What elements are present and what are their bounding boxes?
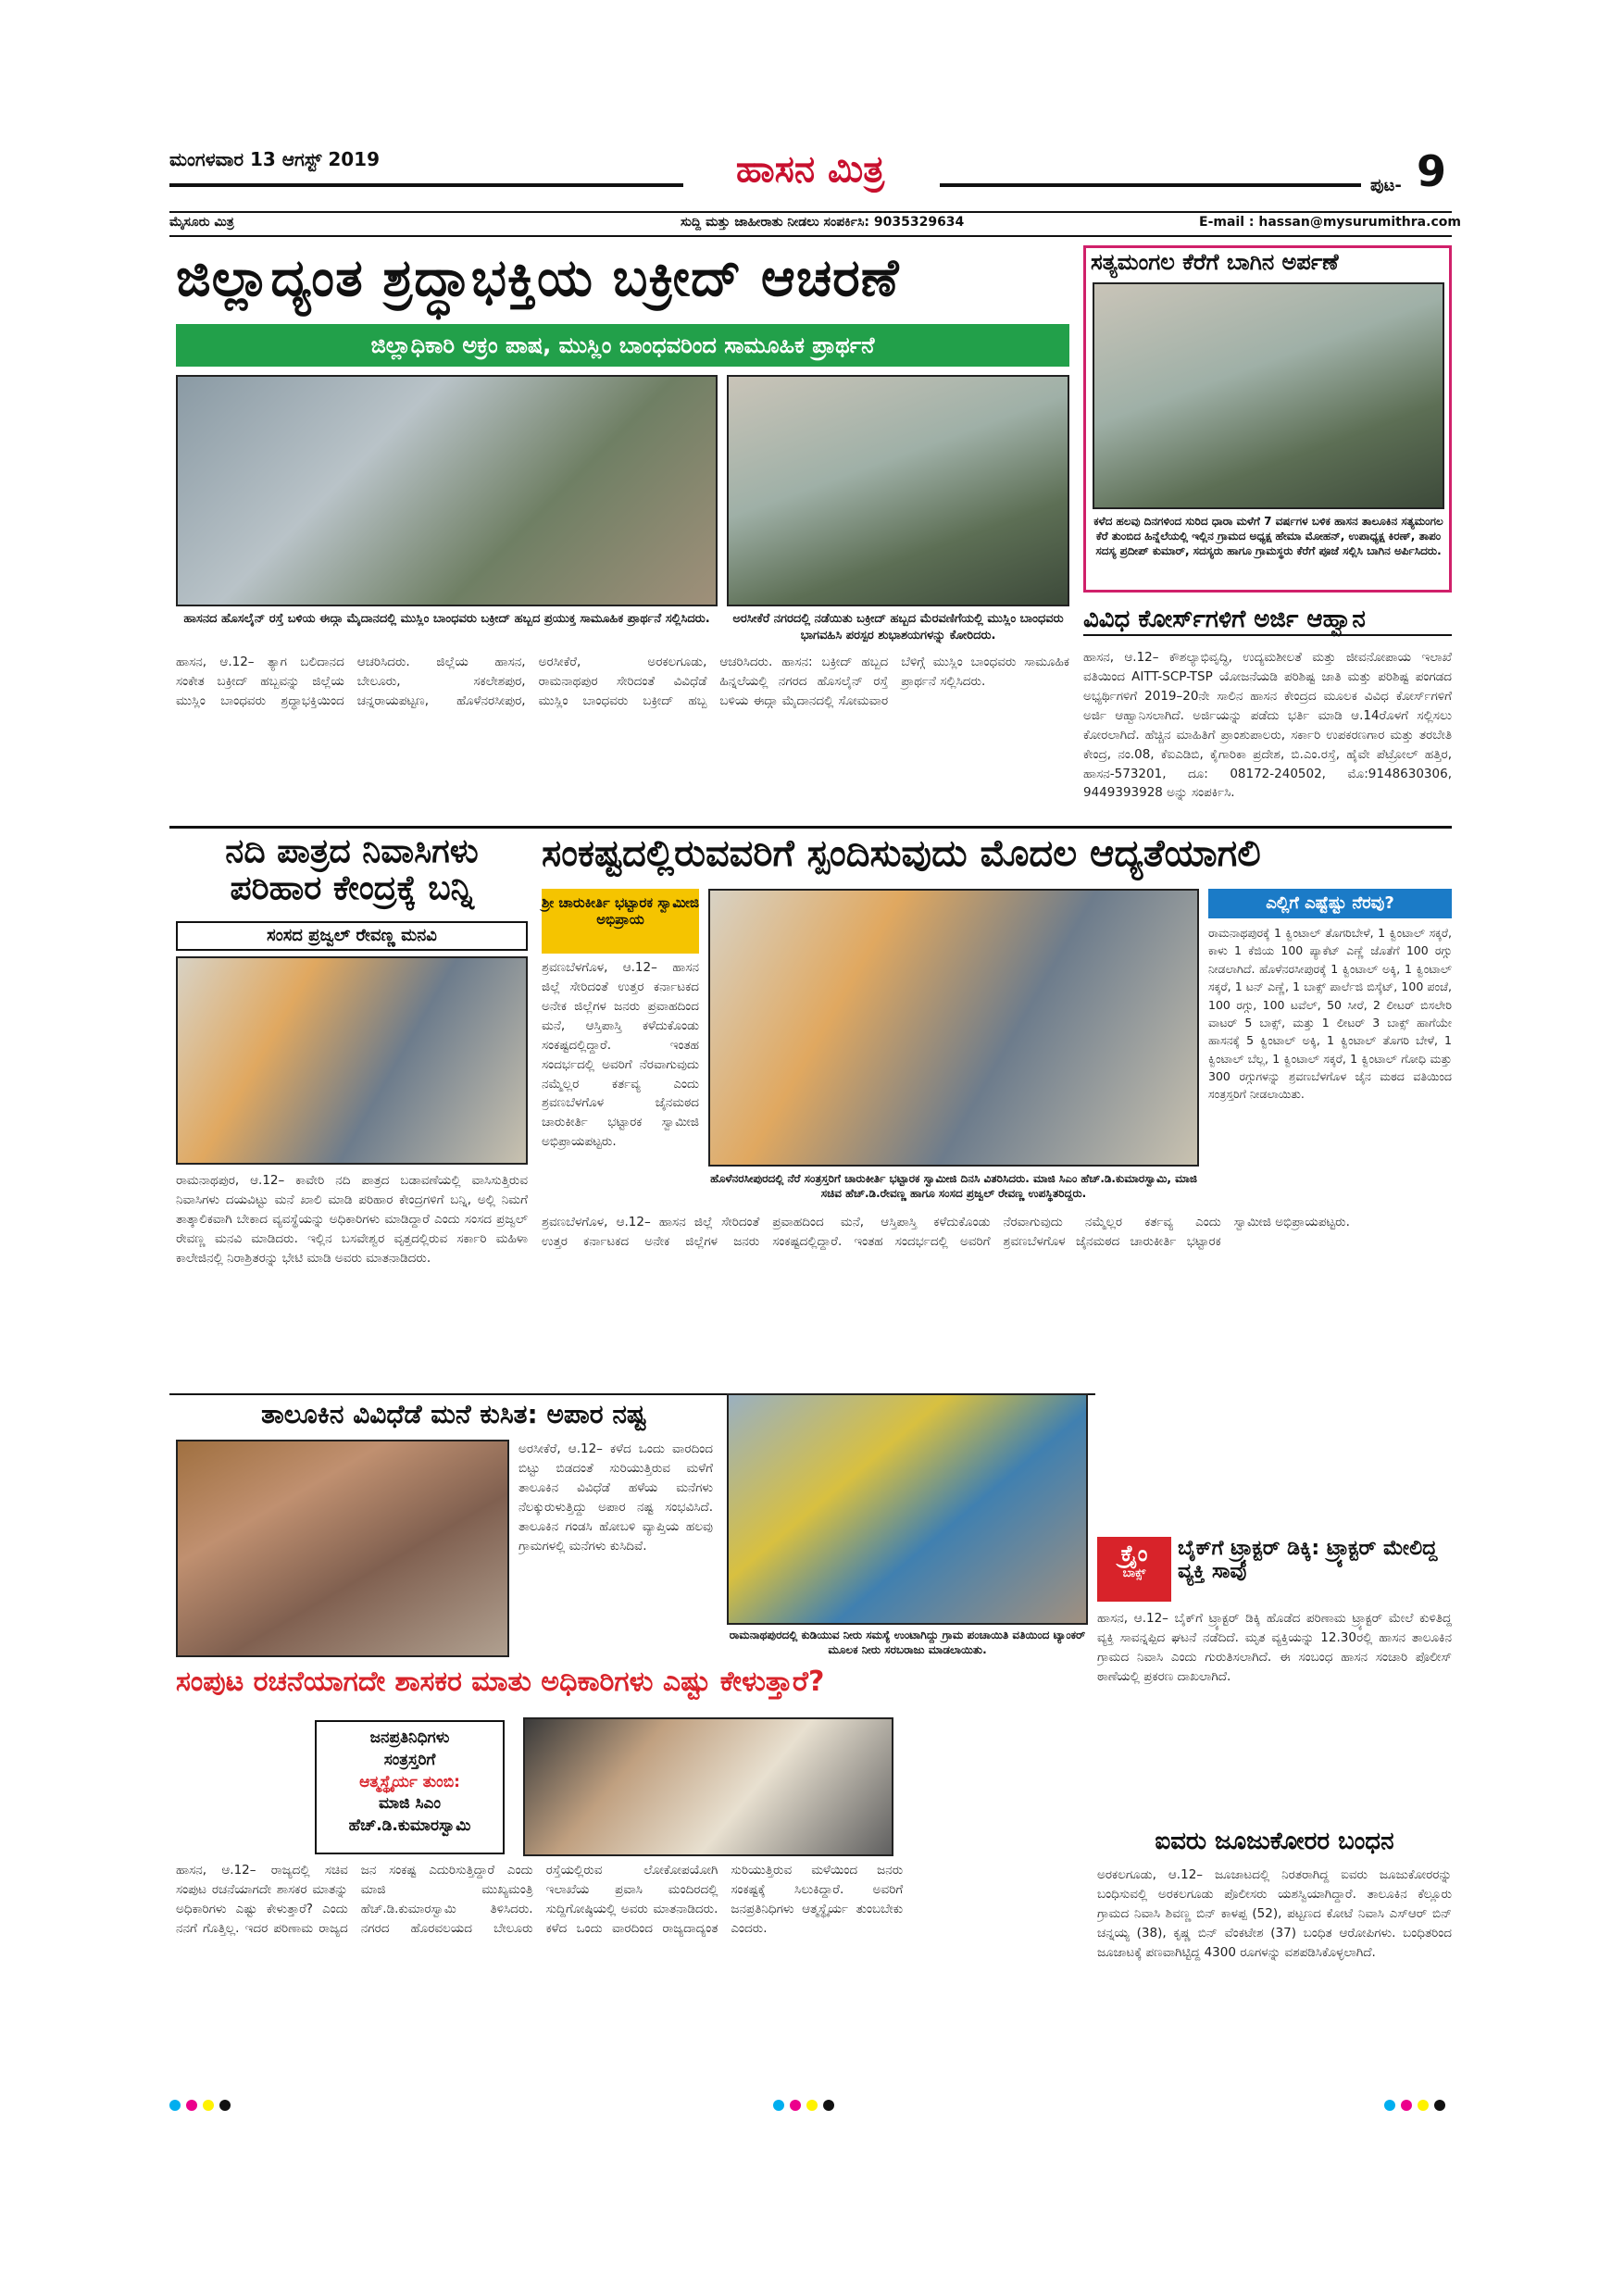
courses-headline: ವಿವಿಧ ಕೋರ್ಸ್‌ಗಳಿಗೆ ಅರ್ಜಿ ಆಹ್ವಾನ <box>1083 606 1452 636</box>
respond-body-cont <box>542 1213 1452 1389</box>
respond-photo <box>708 889 1199 1167</box>
lead-photo-prayer <box>176 375 718 606</box>
respond-body: ಶ್ರವಣಬೆಳಗೊಳ, ಆ.12– ಹಾಸನ ಜಿಲ್ಲೆ ಸೇರಿದಂತೆ ಉತ್ತರ ಕರ್ನಾಟಕದ ಅನೇಕ ಜಿಲ್ಲೆಗಳ ಜನರು ಪ್ರವಾಹದಿಂದ ಮನೆ, ಆಸ್ತಿಪಾಸ್ತಿ ಕಳೆದುಕೊಂಡು ಸಂಕಷ್ಟದಲ್ಲಿದ್ದಾರೆ. ಇಂತಹ ಸಂದರ್ಭದಲ್ಲಿ ಅವರಿಗೆ ನೆರವಾಗುವುದು ನಮ್ಮೆಲ್ಲರ ಕರ್ತವ್ಯ ಎಂದು ಶ್ರವಣಬೆಳಗೊಳ ಜೈನಮಠದ ಚಾರುಕೀರ್ತಿ ಭಟ್ಟಾರಕ ಸ್ವಾಮೀಜಿ ಅಭಿಪ್ರಾಯಪಟ್ಟರು. <box>542 960 699 1150</box>
help-headline: ಎಲ್ಲಿಗೆ ಎಷ್ಟೆಷ್ಟು ನೆರವು? <box>1208 889 1452 918</box>
side-top-photo <box>1093 282 1444 509</box>
help-body: ರಾಮನಾಥಪುರಕ್ಕೆ 1 ಕ್ವಿಂಟಾಲ್ ತೊಗರಿಬೇಳೆ, 1 ಕ್ವಿಂಟಾಲ್ ಸಕ್ಕರೆ, ಕಾಳು 1 ಕೆಜಿಯ 100 ಪ್ಯಾಕೆಟ್ ಎಣ್ಣೆ ಜೊತೆಗೆ 100 ರಗ್ಗು ನೀಡಲಾಗಿದೆ. ಹೊಳೆನರಸೀಪುರಕ್ಕೆ 1 ಕ್ವಿಂಟಾಲ್ ಅಕ್ಕಿ, 1 ಕ್ವಿಂಟಾಲ್ ಸಕ್ಕರೆ, 1 ಟನ್ ಎಣ್ಣೆ, 1 ಬಾಕ್ಸ್ ಪಾರ್ಲೆಜಿ ಬಿಸ್ಕೆಟ್, 100 ಪಂಚೆ, 100 ರಗ್ಗು, 100 ಟವೆಲ್, 50 ಸೀರೆ, 2 ಲೀಟರ್ ಬಿಸಲೇರಿ ವಾಟರ್ 5 ಬಾಕ್ಸ್, ಮತ್ತು 1 ಲೀಟರ್ 3 ಬಾಕ್ಸ್ ಹಾಗೆಯೇ ಹಾಸನಕ್ಕೆ 5 ಕ್ವಿಂಟಾಲ್ ಅಕ್ಕಿ, 1 ಕ್ವಿಂಟಾಲ್ ತೊಗರಿ ಬೇಳೆ, 1 ಕ್ವಿಂಟಾಲ್ ಬೆಲ್ಲ, 1 ಕ್ವಿಂಟಾಲ್ ಸಕ್ಕರೆ, 1 ಕ್ವಿಂಟಾಲ್ ಗೋಧಿ ಮತ್ತು 300 ರಗ್ಗುಗಳನ್ನು ಶ್ರವಣಬೆಳಗೊಳ ಜೈನ ಮಠದ ವತಿಯಿಂದ ಸಂತ್ರಸ್ತರಿಗೆ ನೀಡಲಾಯಿತು. <box>1208 926 1452 1102</box>
cabinet-photo <box>523 1717 893 1856</box>
lead-caption-procession: ಅರಸೀಕೆರೆ ನಗರದಲ್ಲಿ ನಡೆಯಿತು ಬಕ್ರೀದ್ ಹಬ್ಬದ ಮೆರವಣಿಗೆಯಲ್ಲಿ ಮುಸ್ಲಿಂ ಬಾಂಧವರು ಭಾಗವಹಿಸಿ ಪರಸ್ಪರ ಶುಭಾಶಯಗಳನ್ನು ಕೋರಿದರು. <box>732 612 1064 643</box>
water-tanker-caption: ರಾಮನಾಥಪುರದಲ್ಲಿ ಕುಡಿಯುವ ನೀರು ಸಮಸ್ಯೆ ಉಂಟಾಗಿದ್ದು ಗ್ರಾಮ ಪಂಚಾಯಿತಿ ವತಿಯಿಂದ ಟ್ಯಾಂಕರ್ ಮೂಲಕ ನೀರು ಸರಬರಾಜು ಮಾಡಲಾಯಿತು. <box>729 1628 1086 1657</box>
accident-headline: ಬೈಕ್‌ಗೆ ಟ್ರ್ಯಾಕ್ಟರ್ ಡಿಕ್ಕಿ: ಟ್ರ್ಯಾಕ್ಟರ್ ಮೇಲಿದ್ದ ವ್ಯಕ್ತಿ ಸಾವು <box>1178 1537 1438 1584</box>
side-top-caption: ಕಳೆದ ಹಲವು ದಿನಗಳಿಂದ ಸುರಿದ ಧಾರಾ ಮಳೆಗೆ 7 ವರ್ಷಗಳ ಬಳಿಕ ಹಾಸನ ತಾಲೂಕಿನ ಸತ್ಯಮಂಗಲ ಕೆರೆ ತುಂಬಿದ ಹಿನ್ನೆಲೆಯಲ್ಲಿ ಇಲ್ಲಿನ ಗ್ರಾಮದ ಅಧ್ಯಕ್ಷ ಹೇಮಾ ಮೋಹನ್, ಉಪಾಧ್ಯಕ್ಷ ಕಿರಣ್, ತಾಪಂ ಸದಸ್ಯ ಪ್ರದೀಪ್ ಕುಮಾರ್, ಸದಸ್ಯರು ಹಾಗೂ ಗ್ರಾಮಸ್ಥರು ಕೆರೆಗೆ ಪೂಜೆ ಸಲ್ಲಿಸಿ ಬಾಗಿನ ಅರ್ಪಿಸಿದರು. <box>1093 515 1443 558</box>
page-label: ಪುಟ- <box>1370 176 1402 195</box>
lead-subhead: ಜಿಲ್ಲಾಧಿಕಾರಿ ಅಕ್ರಂ ಪಾಷ, ಮುಸ್ಲಿಂ ಬಾಂಧವರಿಂದ ಸಾಮೂಹಿಕ ಪ್ರಾರ್ಥನೆ <box>176 324 1069 367</box>
house-body: ಅರಸೀಕೆರೆ, ಆ.12– ಕಳೆದ ಒಂದು ವಾರದಿಂದ ಬಿಟ್ಟು ಬಿಡದಂತೆ ಸುರಿಯುತ್ತಿರುವ ಮಳೆಗೆ ತಾಲೂಕಿನ ವಿವಿಧೆಡೆ ಹಳೆಯ ಮನೆಗಳು ನೆಲಕ್ಕುರುಳುತ್ತಿದ್ದು ಅಪಾರ ನಷ್ಟ ಸಂಭವಿಸಿದೆ. ತಾಲೂಕಿನ ಗಂಡಸಿ ಹೋಬಳಿ ವ್ಯಾಪ್ತಿಯ ಹಲವು ಗ್ರಾಮಗಳಲ್ಲಿ ಮನೆಗಳು ಕುಸಿದಿವೆ. <box>518 1441 713 1554</box>
respond-caption: ಹೊಳೆನರಸೀಪುರದಲ್ಲಿ ನೆರೆ ಸಂತ್ರಸ್ತರಿಗೆ ಚಾರುಕೀರ್ತಿ ಭಟ್ಟಾರಕ ಸ್ವಾಮೀಜಿ ದಿನಸಿ ವಿತರಿಸಿದರು. ಮಾಜಿ ಸಿಎಂ ಹೆಚ್.ಡಿ.ಕುಮಾರಸ್ವಾಮಿ, ಮಾಜಿ ಸಚಿವ ಹೆಚ್.ಡಿ.ರೇವಣ್ಣ ಹಾಗೂ ಸಂಸದ ಪ್ರಜ್ವಲ್ ರೇವಣ್ಣ ಉಪಸ್ಥಿತರಿದ್ದರು. <box>710 1172 1197 1201</box>
house-headline: ತಾಲೂಕಿನ ವಿವಿಧೆಡೆ ಮನೆ ಕುಸಿತ: ಅಪಾರ ನಷ್ಟ <box>261 1399 646 1429</box>
cabinet-quote-line2: ಸಂತ್ರಸ್ತರಿಗೆ <box>383 1750 436 1769</box>
accident-body: ಹಾಸನ, ಆ.12– ಬೈಕ್‌ಗೆ ಟ್ರ್ಯಾಕ್ಟರ್ ಡಿಕ್ಕಿ ಹೊಡೆದ ಪರಿಣಾಮ ಟ್ರ್ಯಾಕ್ಟರ್ ಮೇಲೆ ಕುಳಿತಿದ್ದ ವ್ಯಕ್ತಿ ಸಾವನ್ನಪ್ಪಿದ ಘಟನೆ ನಡೆದಿದೆ. ಮೃತ ವ್ಯಕ್ತಿಯನ್ನು 12.30ರಲ್ಲಿ ಹಾಸನ ತಾಲೂಕಿನ ಗ್ರಾಮದ ನಿವಾಸಿ ಎಂದು ಗುರುತಿಸಲಾಗಿದೆ. ಈ ಸಂಬಂಧ ಹಾಸನ ಸಂಚಾರಿ ಪೊಲೀಸ್ ಠಾಣೆಯಲ್ಲಿ ಪ್ರಕರಣ ದಾಖಲಾಗಿದೆ. <box>1097 1611 1452 1684</box>
courses-body: ಹಾಸನ, ಆ.12– ಕೌಶಲ್ಯಾಭಿವೃದ್ಧಿ, ಉದ್ಯಮಶೀಲತೆ ಮತ್ತು ಜೀವನೋಪಾಯ ಇಲಾಖೆ ವತಿಯಿಂದ AITT-SCP-TSP ಯೋಜನೆಯಡಿ ಪರಿಶಿಷ್ಟ ಜಾತಿ ಮತ್ತು ಪರಿಶಿಷ್ಟ ಪಂಗಡದ ಅಭ್ಯರ್ಥಿಗಳಿಗೆ 2019–20ನೇ ಸಾಲಿನ ಹಾಸನ ಕೇಂದ್ರದ ಮೂಲಕ ವಿವಿಧ ಕೋರ್ಸ್‌ಗಳಿಗೆ ಅರ್ಜಿ ಆಹ್ವಾನಿಸಲಾಗಿದೆ. ಅರ್ಜಿಯನ್ನು ಪಡೆದು ಭರ್ತಿ ಮಾಡಿ ಆ.14ರೊಳಗೆ ಸಲ್ಲಿಸಲು ಕೋರಲಾಗಿದೆ. ಹೆಚ್ಚಿನ ಮಾಹಿತಿಗೆ ಪ್ರಾಂಶುಪಾಲರು, ಸರ್ಕಾರಿ ಉಪಕರಣಗಾರ ಮತ್ತು ತರಬೇತಿ ಕೇಂದ್ರ, ನಂ.08, ಕೆಐಎಡಿಬಿ, ಕೈಗಾರಿಕಾ ಪ್ರದೇಶ, ಬಿ.ಎಂ.ರಸ್ತೆ, ಹೈವೇ ಪೆಟ್ರೋಲ್ ಹತ್ತಿರ, ಹಾಸನ-573201, ದೂ: 08172-240502, ಮೊ:9148630306, 9449393928 ಅನ್ನು ಸಂಪರ್ಕಿಸಿ. <box>1083 650 1452 801</box>
cabinet-headline: ಸಂಪುಟ ರಚನೆಯಾಗದೇ ಶಾಸಕರ ಮಾತು ಅಧಿಕಾರಿಗಳು ಎಷ್ಟು ಕೇಳುತ್ತಾರೆ? <box>176 1666 825 1698</box>
house-photo <box>176 1440 509 1657</box>
cabinet-quote-line4: ಮಾಜಿ ಸಿಎಂ <box>379 1794 441 1814</box>
arrest-body: ಅರಕಲಗೂಡು, ಆ.12– ಜೂಜಾಟದಲ್ಲಿ ನಿರತರಾಗಿದ್ದ ಐವರು ಜೂಜುಕೋರರನ್ನು ಬಂಧಿಸುವಲ್ಲಿ ಅರಕಲಗೂಡು ಪೊಲೀಸರು ಯಶಸ್ವಿಯಾಗಿದ್ದಾರೆ. ತಾಲೂಕಿನ ಕೆಲ್ಲೂರು ಗ್ರಾಮದ ನಿವಾಸಿ ಶಿವಣ್ಣ ಬಿನ್ ಕಾಳಪ್ಪ (52), ಪಟ್ಟಣದ ಕೋಟೆ ನಿವಾಸಿ ಎಸ್‌ಆರ್ ಬಿನ್ ಚನ್ನಯ್ಯ (38), ಕೃಷ್ಣ ಬಿನ್ ವೆಂಕಟೇಶ (37) ಬಂಧಿತ ಆರೋಪಿಗಳು. ಬಂಧಿತರಿಂದ ಜೂಜಾಟಕ್ಕೆ ಪಣವಾಗಿಟ್ಟಿದ್ದ 4300 ರೂಗಳನ್ನು ವಶಪಡಿಸಿಕೊಳ್ಳಲಾಗಿದೆ. <box>1097 1867 1452 1960</box>
cabinet-body: ಹಾಸನ, ಆ.12– ರಾಜ್ಯದಲ್ಲಿ ಸಚಿವ ಸಂಪುಟ ರಚನೆಯಾಗದೇ ಶಾಸಕರ ಮಾತನ್ನು ಅಧಿಕಾರಿಗಳು ಎಷ್ಟು ಕೇಳುತ್ತಾರೆ? ಎಂದು ನನಗೆ ಗೊತ್ತಿಲ್ಲ. ಇದರ ಪರಿಣಾಮ ರಾಜ್ಯದ ಜನ ಸಂಕಷ್ಟ ಎದುರಿಸುತ್ತಿದ್ದಾರೆ ಎಂದು ಮಾಜಿ ಮುಖ್ಯಮಂತ್ರಿ ಹೆಚ್.ಡಿ.ಕುಮಾರಸ್ವಾಮಿ ತಿಳಿಸಿದರು. ನಗರದ ಹೊರವಲಯದ ಬೇಲೂರು ರಸ್ತೆಯಲ್ಲಿರುವ ಲೋಕೋಪಯೋಗಿ ಇಲಾಖೆಯ ಪ್ರವಾಸಿ ಮಂದಿರದಲ್ಲಿ ಸುದ್ದಿಗೋಷ್ಠಿಯಲ್ಲಿ ಅವರು ಮಾತನಾಡಿದರು. ಕಳೆದ ಒಂದು ವಾರದಿಂದ ರಾಜ್ಯದಾದ್ಯಂತ ಸುರಿಯುತ್ತಿರುವ ಮಳೆಯಿಂದ ಜನರು ಸಂಕಷ್ಟಕ್ಕೆ ಸಿಲುಕಿದ್ದಾರೆ. ಅವರಿಗೆ ಜನಪ್ರತಿನಿಧಿಗಳು ಆತ್ಮಸ್ಥೈರ್ಯ ತುಂಬಬೇಕು ಎಂದರು. <box>176 1863 904 1936</box>
masthead-rule-left <box>169 183 683 187</box>
contact-line: ಸುದ್ದಿ ಮತ್ತು ಜಾಹೀರಾತು ನೀಡಲು ಸಂಪರ್ಕಿಸಿ: 9035329634 <box>681 215 965 230</box>
masthead-title: ಹಾಸನ ಮಿತ್ರ <box>735 148 885 191</box>
river-body: ರಾಮನಾಥಪುರ, ಆ.12– ಕಾವೇರಿ ನದಿ ಪಾತ್ರದ ಬಡಾವಣೆಯಲ್ಲಿ ವಾಸಿಸುತ್ತಿರುವ ನಿವಾಸಿಗಳು ದಯವಿಟ್ಟು ಮನೆ ಖಾಲಿ ಮಾಡಿ ಪರಿಹಾರ ಕೇಂದ್ರಗಳಿಗೆ ಬನ್ನಿ, ಅಲ್ಲಿ ನಿಮಗೆ ತಾತ್ಕಾಲಿಕವಾಗಿ ಬೇಕಾದ ವ್ಯವಸ್ಥೆಯನ್ನು ಅಧಿಕಾರಿಗಳು ಮಾಡಿದ್ದಾರೆ ಎಂದು ಸಂಸದ ಪ್ರಜ್ವಲ್ ರೇವಣ್ಣ ಮನವಿ ಮಾಡಿದರು. ಇಲ್ಲಿನ ಬಸವೇಶ್ವರ ವೃತ್ತದಲ್ಲಿರುವ ಸರ್ಕಾರಿ ಮಹಿಳಾ ಕಾಲೇಜಿನಲ್ಲಿ ನಿರಾಶ್ರಿತರನ್ನು ಭೇಟಿ ಮಾಡಿ ಅವರು ಮಾತನಾಡಿದರು. <box>176 1173 528 1266</box>
cabinet-quote-line1: ಜನಪ್ರತಿನಿಧಿಗಳು <box>369 1728 450 1747</box>
strip-bottom-rule <box>169 235 1452 237</box>
strip-top-rule <box>169 211 1452 213</box>
arrest-headline: ಐವರು ಜೂಜುಕೋರರ ಬಂಧನ <box>1155 1828 1394 1855</box>
edition-label: ಮೈಸೂರು ಮಿತ್ರ <box>169 215 234 230</box>
respond-body-cont-text: ಶ್ರವಣಬೆಳಗೊಳ, ಆ.12– ಹಾಸನ ಜಿಲ್ಲೆ ಸೇರಿದಂತೆ ಉತ್ತರ ಕರ್ನಾಟಕದ ಅನೇಕ ಜಿಲ್ಲೆಗಳ ಜನರು ಪ್ರವಾಹದಿಂದ ಮನೆ, ಆಸ್ತಿಪಾಸ್ತಿ ಕಳೆದುಕೊಂಡು ಸಂಕಷ್ಟದಲ್ಲಿದ್ದಾರೆ. ಇಂತಹ ಸಂದರ್ಭದಲ್ಲಿ ಅವರಿಗೆ ನೆರವಾಗುವುದು ನಮ್ಮೆಲ್ಲರ ಕರ್ತವ್ಯ ಎಂದು ಶ್ರವಣಬೆಳಗೊಳ ಜೈನಮಠದ ಚಾರುಕೀರ್ತಿ ಭಟ್ಟಾರಕ ಸ್ವಾಮೀಜಿ ಅಭಿಪ್ರಾಯಪಟ್ಟರು. <box>542 1215 1350 1249</box>
register-dots-right <box>1384 2097 1451 2115</box>
email-line: E-mail : hassan@mysurumithra.com <box>1199 215 1461 230</box>
river-photo <box>176 956 528 1165</box>
river-subhead: ಸಂಸದ ಪ್ರಜ್ವಲ್ ರೇವಣ್ಣ ಮನವಿ <box>176 921 528 951</box>
respond-headline: ಸಂಕಷ್ಟದಲ್ಲಿರುವವರಿಗೆ ಸ್ಪಂದಿಸುವುದು ಮೊದಲ ಆದ್ಯತೆಯಾಗಲಿ <box>542 832 1261 875</box>
cabinet-quote-box <box>315 1720 505 1854</box>
respond-tag: ಶ್ರೀ ಚಾರುಕೀರ್ತಿ ಭಟ್ಟಾರಕ ಸ್ವಾಮೀಜಿ ಅಭಿಪ್ರಾಯ <box>542 889 699 954</box>
accident-tag <box>1097 1537 1171 1602</box>
masthead-date: ಮಂಗಳವಾರ 13 ಆಗಸ್ಟ್ 2019 <box>169 148 380 170</box>
lead-body: ಹಾಸನ, ಆ.12– ತ್ಯಾಗ ಬಲಿದಾನದ ಸಂಕೇತ ಬಕ್ರೀದ್ ಹಬ್ಬವನ್ನು ಜಿಲ್ಲೆಯ ಮುಸ್ಲಿಂ ಬಾಂಧವರು ಶ್ರದ್ಧಾಭಕ್ತಿಯಿಂದ ಆಚರಿಸಿದರು. ಜಿಲ್ಲೆಯ ಹಾಸನ, ಬೇಲೂರು, ಸಕಲೇಶಪುರ, ಚನ್ನರಾಯಪಟ್ಟಣ, ಹೊಳೆನರಸೀಪುರ, ಅರಸೀಕೆರೆ, ಅರಕಲಗೂಡು, ರಾಮನಾಥಪುರ ಸೇರಿದಂತೆ ವಿವಿಧೆಡೆ ಮುಸ್ಲಿಂ ಬಾಂಧವರು ಬಕ್ರೀದ್ ಹಬ್ಬ ಆಚರಿಸಿದರು. ಹಾಸನ: ಬಕ್ರೀದ್ ಹಬ್ಬದ ಹಿನ್ನಲೆಯಲ್ಲಿ ನಗರದ ಹೊಸಲೈನ್ ರಸ್ತೆ ಬಳಿಯ ಈದ್ಗಾ ಮೈದಾನದಲ್ಲಿ ಸೋಮವಾರ ಬೆಳಿಗ್ಗೆ ಮುಸ್ಲಿಂ ಬಾಂಧವರು ಸಾಮೂಹಿಕ ಪ್ರಾರ್ಥನೆ ಸಲ್ಲಿಸಿದರು. <box>176 655 1069 708</box>
cabinet-quote-line5: ಹೆಚ್.ಡಿ.ಕುಮಾರಸ್ವಾಮಿ <box>348 1816 471 1836</box>
lead-headline: ಜಿಲ್ಲಾದ್ಯಂತ ಶ್ರದ್ಧಾಭಕ್ತಿಯ ಬಕ್ರೀದ್ ಆಚರಣೆ <box>176 248 900 308</box>
register-dots-left <box>169 2097 236 2115</box>
river-headline: ನದಿ ಪಾತ್ರದ ನಿವಾಸಿಗಳು ಪರಿಹಾರ ಕೇಂದ್ರಕ್ಕೆ ಬನ್ನಿ <box>225 832 479 907</box>
accident-tag-box: ಬಾಕ್ಸ್ <box>1122 1566 1146 1580</box>
cabinet-quote-line3: ಆತ್ಮಸ್ಥೈರ್ಯ ತುಂಬಿ: <box>359 1772 460 1791</box>
masthead-rule-right <box>940 183 1361 187</box>
side-top-headline: ಸತ್ಯಮಂಗಲ ಕೆರೆಗೆ ಬಾಗಿನ ಅರ್ಪಣೆ <box>1091 249 1339 275</box>
lead-photo-procession <box>727 375 1069 606</box>
mid-rule <box>169 826 1452 829</box>
page-number: 9 <box>1417 146 1447 196</box>
lead-caption-prayer: ಹಾಸನದ ಹೊಸಲೈನ್ ರಸ್ತೆ ಬಳಿಯ ಈದ್ಗಾ ಮೈದಾನದಲ್ಲಿ ಮುಸ್ಲಿಂ ಬಾಂಧವರು ಬಕ್ರೀದ್ ಹಬ್ಬದ ಪ್ರಯುಕ್ತ ಸಾಮೂಹಿಕ ಪ್ರಾರ್ಥನೆ ಸಲ್ಲಿಸಿದರು. <box>183 612 710 626</box>
water-tanker-photo <box>727 1393 1088 1625</box>
register-dots-center <box>773 2097 840 2115</box>
accident-tag-crime: ಕ್ರೈಂ <box>1120 1541 1148 1566</box>
